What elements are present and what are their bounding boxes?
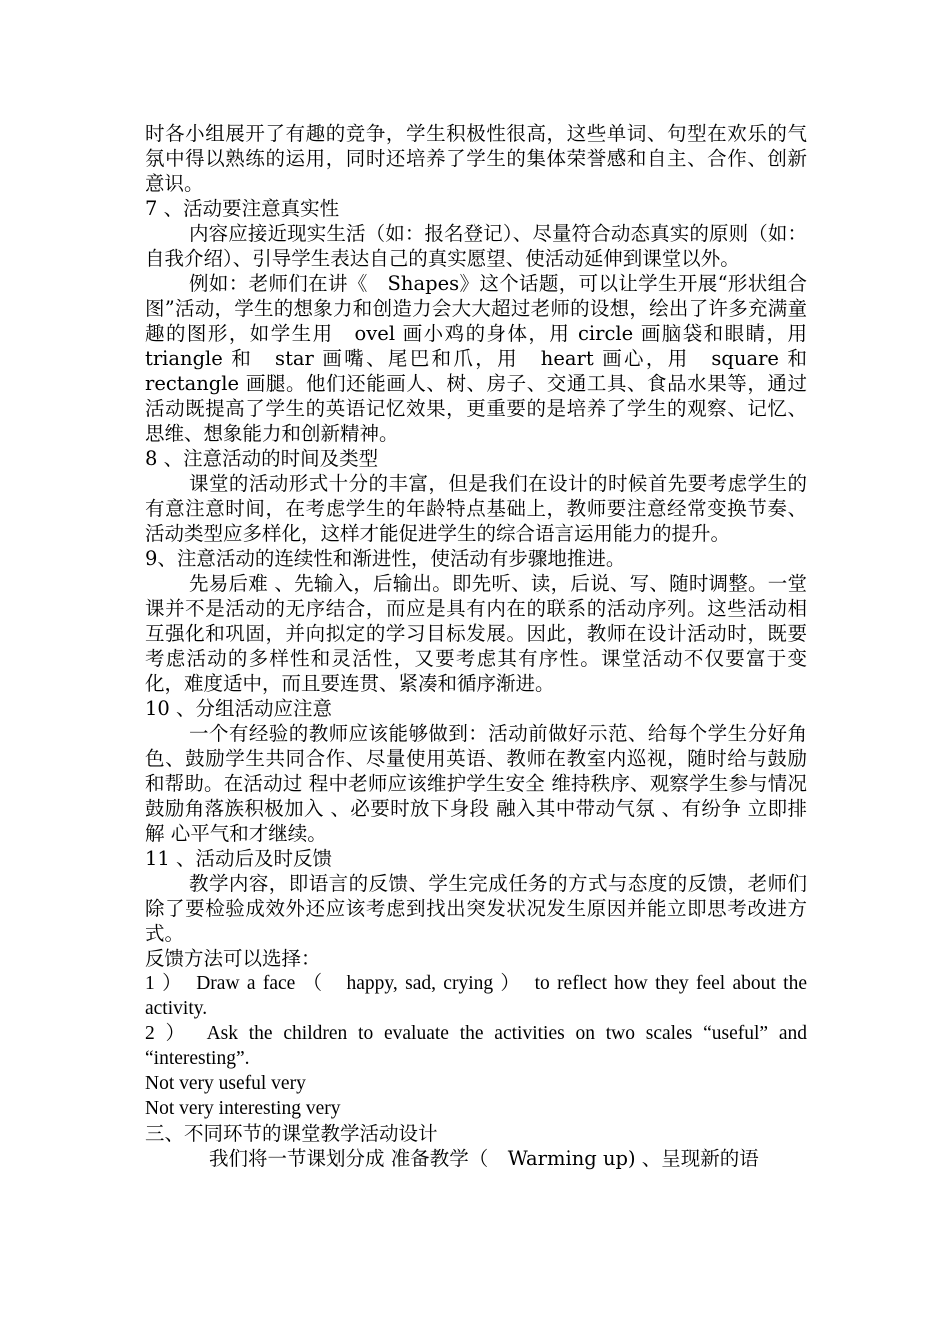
paragraph-lesson-stages: 我们将一节课划分成 准备教学（ Warming up) 、呈现新的语: [209, 1147, 759, 1170]
paragraph-authenticity: 内容应接近现实生活（如：报名登记）、尽量符合动态真实的原则（如：自我介绍）、引导学生表达自己的真实愿望、使活动延伸到课堂以外。: [145, 222, 807, 270]
document-page: [145, 121, 827, 1171]
heading-part-three: 三、不同环节的课堂教学活动设计: [145, 1122, 438, 1145]
paragraph-competition-summary: 时各小组展开了有趣的竞争，学生积极性很高，这些单词、句型在欢乐的气氛中得以熟练的运用，同时还培养了学生的集体荣誉感和自主、合作、创新意识。: [145, 122, 807, 195]
heading-feedback-methods: 反馈方法可以选择：: [145, 947, 321, 970]
heading-section-8: 8 、注意活动的时间及类型: [145, 447, 379, 470]
heading-section-9: 9、注意活动的连续性和渐进性，使活动有步骤地推进。: [145, 547, 626, 570]
scale-line-useful: Not very useful very: [145, 1073, 306, 1094]
scale-line-interesting: Not very interesting very: [145, 1098, 341, 1119]
heading-section-11: 11 、活动后及时反馈: [145, 847, 333, 870]
list-item-evaluate-scales: 2 ） Ask the children to evaluate the activities on two scales “useful” and “interesting”.: [145, 1023, 807, 1069]
heading-section-7: 7 、活动要注意真实性: [145, 197, 340, 220]
paragraph-continuity: 先易后难 、先输入，后输出。即先听、读，后说、写、随时调整。一堂课并不是活动的无序结合，而应是具有内在的联系的活动序列。这些活动相互强化和巩固，并向拟定的学习目标发展。因此，教师在设计活动时，既要考虑活动的多样性和灵活性，又要考虑其有序性。课堂活动不仅要富于变化，难度适中，而且要连贯、紧凑和循序渐进。: [145, 572, 807, 695]
paragraph-group-activity: 一个有经验的教师应该能够做到：活动前做好示范、给每个学生分好角色、鼓励学生共同合作、尽量使用英语、教师在教室内巡视，随时给与鼓励和帮助。在活动过 程中老师应该维护学生安全 维持秩序、观察学生参与情况 鼓励角落族积极加入 、必要时放下身段 融入其中带动气氛 、有纷争 立即排解 心平气和才继续。: [145, 722, 807, 845]
heading-section-10: 10 、分组活动应注意: [145, 697, 333, 720]
list-item-draw-face: 1 ） Draw a face （ happy, sad, crying ） to reflect how they feel about the activity.: [145, 973, 807, 1019]
paragraph-shapes-example: 例如：老师们在讲《 Shapes》这个话题，可以让学生开展“形状组合图”活动，学生的想象力和创造力会大大超过老师的设想，绘出了许多充满童趣的图形，如学生用 ovel 画小鸡的身体，用 circle 画脑袋和眼睛，用 triangle 和 star 画嘴、尾巴和爪，用 heart 画心，用 square 和 rectangle 画腿。他们还能画人、树、房子、交通工具、食品水果等，通过活动既提高了学生的英语记忆效果，更重要的是培养了学生的观察、记忆、思维、想象能力和创新精神。: [145, 272, 827, 445]
paragraph-feedback: 教学内容，即语言的反馈、学生完成任务的方式与态度的反馈，老师们除了要检验成效外还应该考虑到找出突发状况发生原因并能立即思考改进方式。: [145, 872, 807, 945]
paragraph-time-and-type: 课堂的活动形式十分的丰富，但是我们在设计的时候首先要考虑学生的有意注意时间，在考虑学生的年龄特点基础上，教师要注意经常变换节奏、活动类型应多样化，这样才能促进学生的综合语言运用能力的提升。: [145, 472, 807, 545]
